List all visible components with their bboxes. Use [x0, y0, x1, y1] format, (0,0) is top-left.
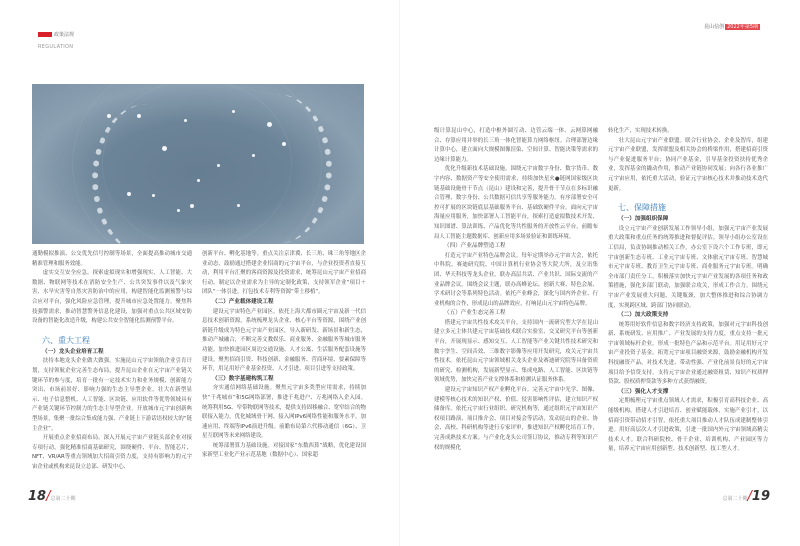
- paragraph: 转化生产，实现技术转换。: [608, 128, 673, 134]
- paragraph: 虚实交互安全应急。探索虚拟现实和增强现实、人工智能、大数据、物联网等技术在消防安全生产、公共突发事件以及气象灾害、水旱灾害等自然灾害防治中的应用，构建智能化监测预警与综合应对平台，强化风险应急管理，提升城市应急处置能力。聚焦科技强警需求，推动智慧警务信息化建设，加强对重点公共区域安防设备的智能化改造升级，构建公共安全智能化监测预警平台。: [32, 270, 192, 325]
- page-number: 18: [28, 489, 47, 504]
- subheading-organization: （一）加强组织保障: [618, 216, 669, 223]
- paragraph: 设立元宇宙产业创新发展工作领导小组，加强元宇宙产业发展重大政策和重点任务的统筹推进和督促评估。领导小组办公室设在工信局，负责协调推动相关工作，办公室下设六个工作专班，即元宇宙创新生态专班、工业元宇宙专班、文体旅元宇宙专班、智慧城市元宇宙专班、教育卫生元宇宙专班、商业服务元宇宙专班。明确全市部门责任分工，积极落实加快元宇宙产业发展的各项任务和政策措施，强化多部门联动，加强联合攻关，形成工作合力。围绕元宇宙产业发展重大问题、关键瓶颈，加大整体推进和综合协调力度，实现跨区域、跨部门协同联动。: [608, 225, 768, 309]
- subheading-brand-building: （四）产业品牌塑造工程: [444, 243, 506, 250]
- paragraph: 通勤模拟推演、公交优先信号控制等场景，全面提高推动城市交通精准管理和服务效能。: [32, 251, 192, 267]
- paragraph: 统筹用好软件信息和数字经济支持政策，加强对元宇宙科技创新、系统研发、应用推广、产业发展的支持力度，重点支持一批元宇宙领域标杆企业，形成一批特色产品和示范平台。用足用好元宇宙产业投资子基金，拓宽元宇宙项目融资来源，鼓励金融机构开发科技融资产品，对技术先进、带动性强、产业化前景良好的元宇宙项目给予信贷支持。支持元宇宙企业通过融资租赁、知识产权质押贷款、股权质押贷款等多种方式获得融资。: [608, 321, 768, 386]
- paragraph: 统筹部署算力基础设施。对接国家“东数西算”战略，优化建设国家新型工业化产业示范基地（数据中心）、国家超: [202, 442, 366, 459]
- right-column-1: [434, 127, 598, 453]
- section-tag-cn: 政策法规: [54, 32, 75, 38]
- paragraph: 壮大昆山元宇宙产业联盟。联合行业协会、企业及智库，组建元宇宙产业联盟，发挥联盟及相关协会的桥梁作用，搭建招商引资与产业促进服务平台；协同产业基金，引导基金投资扶持优秀企业，发挥基金的撬动作用，推动产业链协同发展；向各行各业推广元宇宙应用，依托重大活动，验证元宇宙核心技术并推动技术迭代更新。: [608, 137, 768, 192]
- section-tag: [38, 24, 74, 50]
- magazine-name: 昆山信创: [704, 24, 725, 30]
- heading-major-projects: 六、重大工程: [42, 335, 90, 345]
- paragraph: 定期梳理元宇宙重点领域人才需求，积极引育高科技企业、高能级机构，搭建人才引进培育、创业赋能载体，实施产业引才，以招商引资带动招才引智，依托重大项目推动人才队伍成建制整体引进。用好高层次人才引进政策，引进一批国内外元宇宙领域高精尖技术人才。联合科研院校、骨干企业、培训机构、产业园区等力量，培养元宇宙应用创新型、技术创新型、技工型人才。: [608, 398, 768, 453]
- section-tag-en: REGULATION: [38, 44, 74, 50]
- running-header: [704, 23, 760, 30]
- paragraph: 建设元宇宙特色产业园区。依托上海大都市圈元宇宙及新一代信息技术创新资源，系统梳理龙头企业、核心平台等资源，围绕产业创新链升级成为特色元宇宙产业园区，导入新研发、新场景和新生态，推动产城融合，不断完善文教娱乐、商业服务、金融服务等城市服务功能。加快推进园区周边交通设施、人才公寓、生活服务配套设施等建设。聚焦招商引资、科技创新、金融服务、营商环境、要素保障等环节，用足用好产业基金投资、人才引进、项目引进等支持政策。: [202, 308, 366, 373]
- paragraph: 优化升级新技术基础设施。围绕元宇宙数字身份、数字货币、数字内容、数据资产等安全使用需求，持续加快星火●链网国家级区块链基础设施骨干节点（昆山）建设和完善，提升骨干节点在多标识融合管理、数字身份、公共数据可信共享等服务能力。有序部署安全可控可扩展的区块链底层基础服务平台、基础软硬件平台。面向元宇宙海量应用服务，加快部署人工智能平台，探索打造虚拟数技术开发、知识图谱、算法训练、产品优化等共性服务的开放性云平台，前瞻布局人工智能主题数据库、创新应用多场景验证和训练环境。: [434, 166, 598, 240]
- subheading-leading-enterprises: （一）龙头企业培育工程: [42, 348, 104, 355]
- paragraph: 打造元宇宙产业特色品牌会议。每年定期举办元宇宙大会，依托中科院、赛迪研究院、中国计算机行业协会等大院大所，及立讯集团、华天科技等龙头企业，联办高层共话、产业共识、国际交流的产业品牌会议。围绕会议主题，联办高峰论坛、创新大赛、特色会展、学术研讨会等系列特色活动。依托产业峰会，深化与国内外企业、行业机构的合作，形成昆山的品牌效应，打响昆山元宇宙特色品牌。: [434, 252, 598, 307]
- page-number-right: 总第二十期/19: [722, 489, 770, 504]
- paragraph: 扶持本地龙头企业做大做强。实施昆山元宇宙领航企业引育计划，支持领航企业完善生态布局，提升昆山企业在元宇宙产业链关键环节的参与度，培育一批有一定技术实力和业务规模、创新能力突出、市场前景好、影响力强的生态主导型企业。壮大在新型显示、电子信息整机、人工智能、区块链、应用软件等优势领域具有产业链关键环节控制力的生态主导型企业。开放城市元宇宙创新典型场景，集聚一批综合集成能力强、产业链上下游话语权较大的“链主企业”。: [32, 358, 192, 432]
- subheading-digital-infra: （三）数字基建构筑工程: [212, 375, 274, 382]
- issue-label: 总第二十期: [722, 496, 748, 502]
- paragraph: 级计算昆山中心，打造中枢外圆互动、边管云端一体、云网算网融合、存算应用并举的长三角一体化智能算力网络枢纽。合理部署边缘计算中心，建立面向大规模图像渲染、空间计算、智能决策等需求的边缘计算能力。: [434, 128, 598, 163]
- paragraph: 创新平台、孵化基地等。重点关注京津冀、长三角、珠三角等地区企业动态，鼓励通过搭建企业招商的元宇宙平台，与企业投资者直接互动，利用平台汇聚的客商资源及投资需求，统筹昆山元宇宙产业招商行动，制定以企业需求为主导的定制化政策，支持领军企业“项目＋团队”一体引进，打包技术专利等资源“带土移植”。: [202, 251, 366, 296]
- left-column-2: [202, 250, 366, 461]
- issue-badge: 2022年第5期: [727, 24, 758, 30]
- subheading-talent: （三）强化人才支撑: [618, 388, 669, 395]
- issue-label: 总第二十期: [50, 496, 76, 502]
- subheading-ecosystem: （五）产业生态完善工程: [444, 310, 506, 317]
- paragraph: 搭建元宇宙共性技术攻关平台。支持国内一流研究型大学在昆山建立多元主体共建元宇宙基础技术联合实验室、交叉研究平台等创新平台，开展现显示、感知交互、人工智能等产业关键共性技术研究和数字孪生、空间音效、三维数字影像等应用开发研究，攻关元宇宙共性技术。依托昆山元宇宙领域相关龙头企业及赛迪研究院等具备资质的研究、检测机构，发展新型显示、集成电路、人工智能、区块链等领域优势，加快完善产业支撑体系和检测认证服务体系。: [434, 319, 598, 384]
- subheading-policy-support: （二）加大政策支持: [618, 312, 669, 319]
- paragraph: 夯实通信网络基础设施。聚焦元宇宙多类型应用需求，持续加快“千兆城市”和5G网络部署，推进千兆进户、万兆网络入企入园。统筹利用5G、窄带物联网等技术，提供支持固移融合、宽窄结合的物联接入能力。优化城域骨干网、接入网IPv6网络性能和服务水平，加速应用、终端等IPv6演进升级。前瞻布局第六代移动通信（6G）、卫星互联网等未来网络建设。: [202, 385, 366, 440]
- right-column-2: [608, 127, 768, 455]
- heading-safeguards: 七、保障措施: [618, 203, 666, 213]
- left-column-1: [32, 250, 192, 472]
- page-number: 19: [751, 489, 770, 504]
- paragraph: 建设元宇宙知识产权产业孵化平台。完善元宇宙中光学、图像、建模等核心技术的知识产权、价值、侵害影响性评估，建立知识产权储备库。依托元宇宙行业组织、研究机构等，通过组织元宇宙知识产权项目路演、项目推介会、项目对接会等活动，发动昆山的企业、协会、高校、科研机构等进行专家评审，推进知识产权孵化培育工作，完善成熟技术方案。与产业化龙头公司签订协议，推动专利等知识产权的规模化: [434, 387, 598, 451]
- hero-image: [32, 84, 364, 244]
- page-number-left: 18/总第二十期: [28, 489, 76, 504]
- right-page: [400, 0, 800, 546]
- paragraph: 开展重点企业招商布局。深入开展元宇宙产业链头部企业对接专项行动，强化精准招商基础研究，围绕硬件、平台、智能芯片、NFT、VR/AR等重点领域加大招商引资力度，支持有影响力的元宇宙企业或机构来昆设立总部、研发中心、: [32, 435, 192, 470]
- subheading-industrial-carrier: （二）产业载体建设工程: [212, 298, 274, 305]
- section-tag-bar: [38, 32, 52, 37]
